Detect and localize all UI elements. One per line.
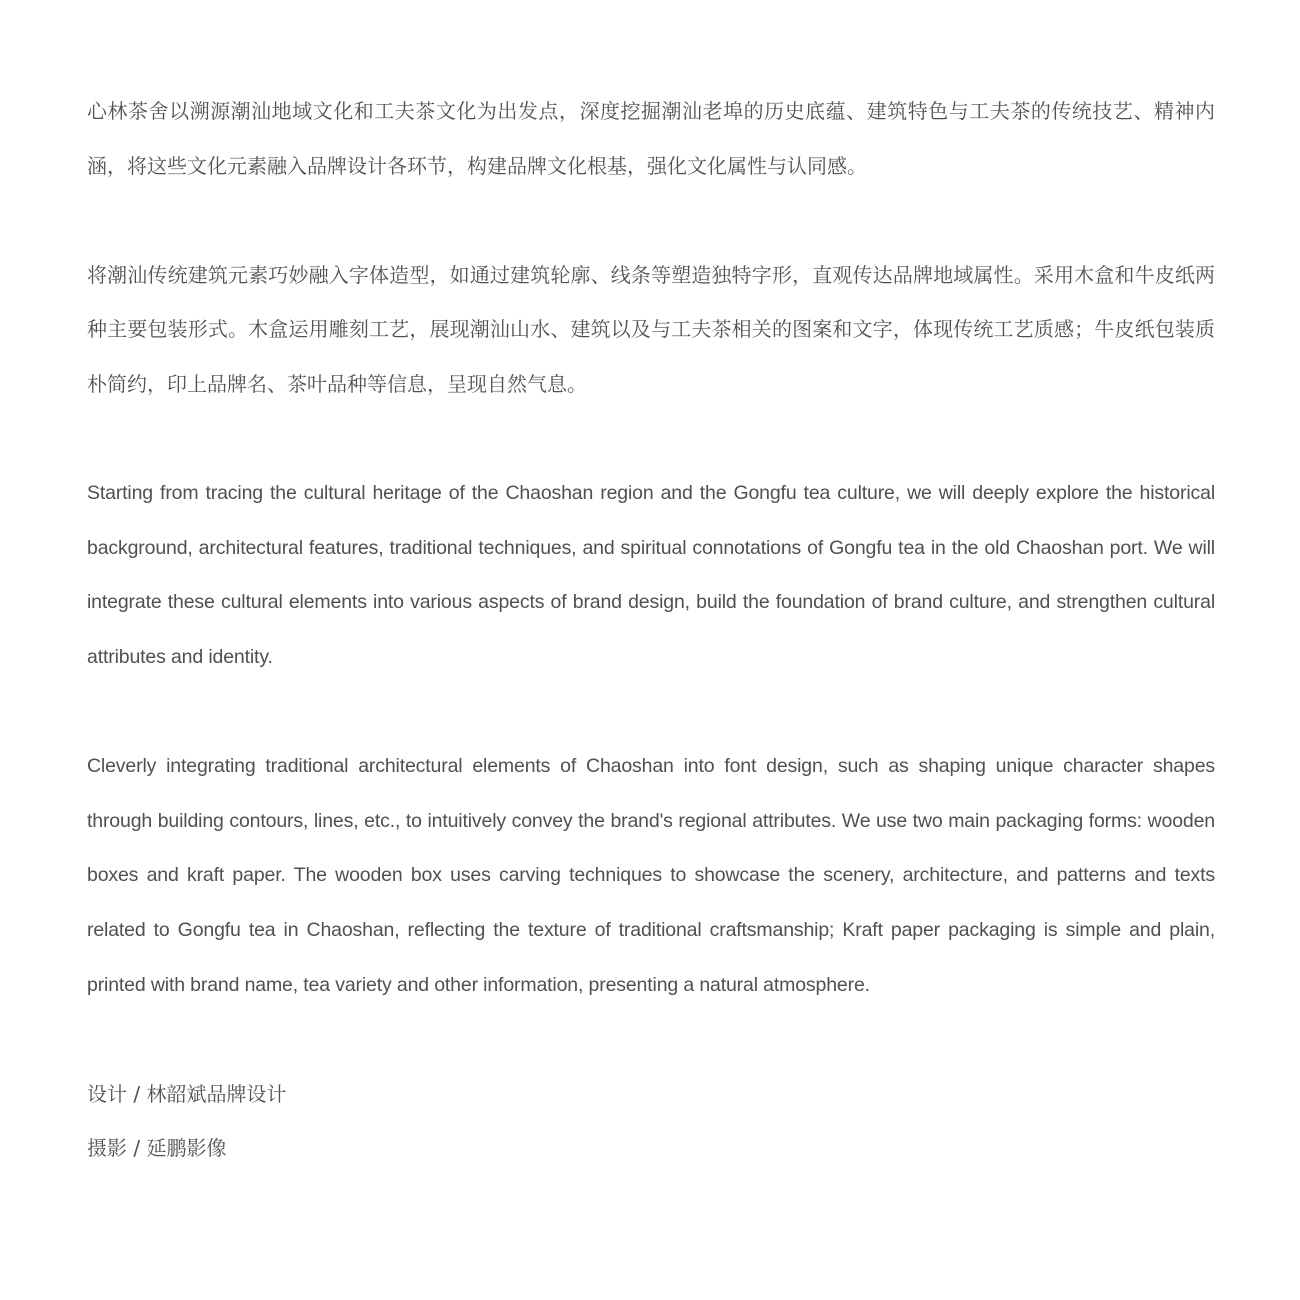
spacer [87, 1012, 1215, 1067]
design-credit: 设计 / 林韶斌品牌设计 [87, 1081, 287, 1106]
paragraph-cn-design: 将潮汕传统建筑元素巧妙融入字体造型，如通过建筑轮廓、线条等塑造独特字形，直观传达品牌地域属性。采用木盒和牛皮纸两种主要包装形式。木盒运用雕刻工艺，展现潮汕山水、建筑以及与工夫茶相关的图案和文字，体现传统工艺质感；牛皮纸包装质朴简约，印上品牌名、茶叶品种等信息，呈现自然气息。 [87, 262, 1215, 396]
paragraph-cn-intro: 心林茶舍以溯源潮汕地域文化和工夫茶文化为出发点，深度挖掘潮汕老埠的历史底蕴、建筑特色与工夫茶的传统技艺、精神内涵，将这些文化元素融入品牌设计各环节，构建品牌文化根基，强化文化属性与认同感。 [87, 99, 1215, 178]
spacer [87, 685, 1215, 740]
photography-credit: 摄影 / 延鹏影像 [87, 1136, 227, 1161]
paragraph-en-intro: Starting from tracing the cultural heritage of the Chaoshan region and the Gongfu tea culture, we will deeply explore the historical background, architectural features, traditional techniques, and spiritual connotations of Gongfu tea in the old Chaoshan port. We will integrate these cultural elements into various aspects of brand design, build the foundation of brand culture, and strengthen cultural attributes and identity. [87, 482, 1215, 668]
paragraph-en-design: Cleverly integrating traditional architectural elements of Chaoshan into font design, such as shaping unique character shapes through building contours, lines, etc., to intuitively convey the brand's regional attributes. We use two main packaging forms: wooden boxes and kraft paper. The wooden box uses carving techniques to showcase the scenery, architecture, and patterns and texts related to Gongfu tea in Chaoshan, reflecting the texture of traditional craftsmanship; Kraft paper packaging is simple and plain, printed with brand name, tea variety and other information, presenting a natural atmosphere. [87, 755, 1215, 996]
spacer [87, 193, 1215, 248]
spacer [87, 412, 1215, 467]
article-body [87, 84, 1215, 1176]
